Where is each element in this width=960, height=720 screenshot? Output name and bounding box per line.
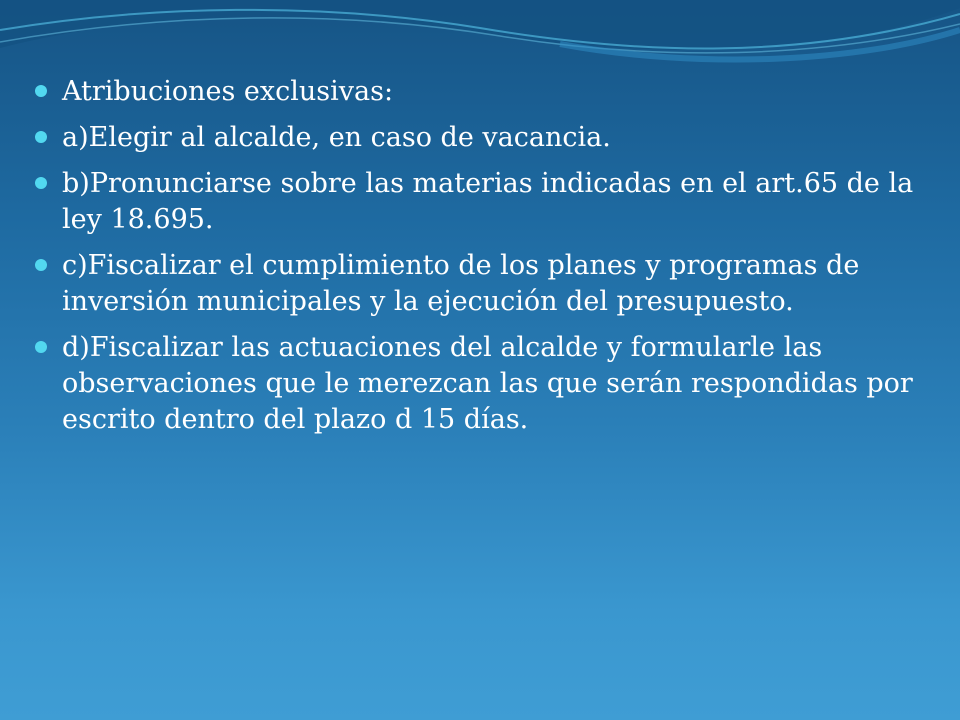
bullet-text: Atribuciones exclusivas: [62, 76, 394, 107]
bullet-dot-icon [35, 85, 47, 97]
bullet-item [32, 120, 922, 156]
bullet-dot-icon [35, 131, 47, 143]
bullet-item [32, 248, 922, 320]
bullet-item [32, 166, 922, 238]
bullet-dot-icon [35, 259, 47, 271]
bullet-text: d)Fiscalizar las actuaciones del alcalde y formularle las observaciones que le merezcan las que serán respondidas por escrito dentro del plazo d 15 días. [62, 332, 913, 435]
bullet-list [32, 74, 922, 438]
slide-content [32, 74, 922, 448]
bullet-item [32, 74, 922, 110]
bullet-text: b)Pronunciarse sobre las materias indicadas en el art.65 de la ley 18.695. [62, 168, 914, 235]
bullet-item [32, 330, 922, 438]
bullet-dot-icon [35, 177, 47, 189]
bullet-text: a)Elegir al alcalde, en caso de vacancia. [62, 122, 611, 153]
bullet-dot-icon [35, 341, 47, 353]
bullet-text: c)Fiscalizar el cumplimiento de los planes y programas de inversión municipales y la ejecución del presupuesto. [62, 250, 860, 317]
